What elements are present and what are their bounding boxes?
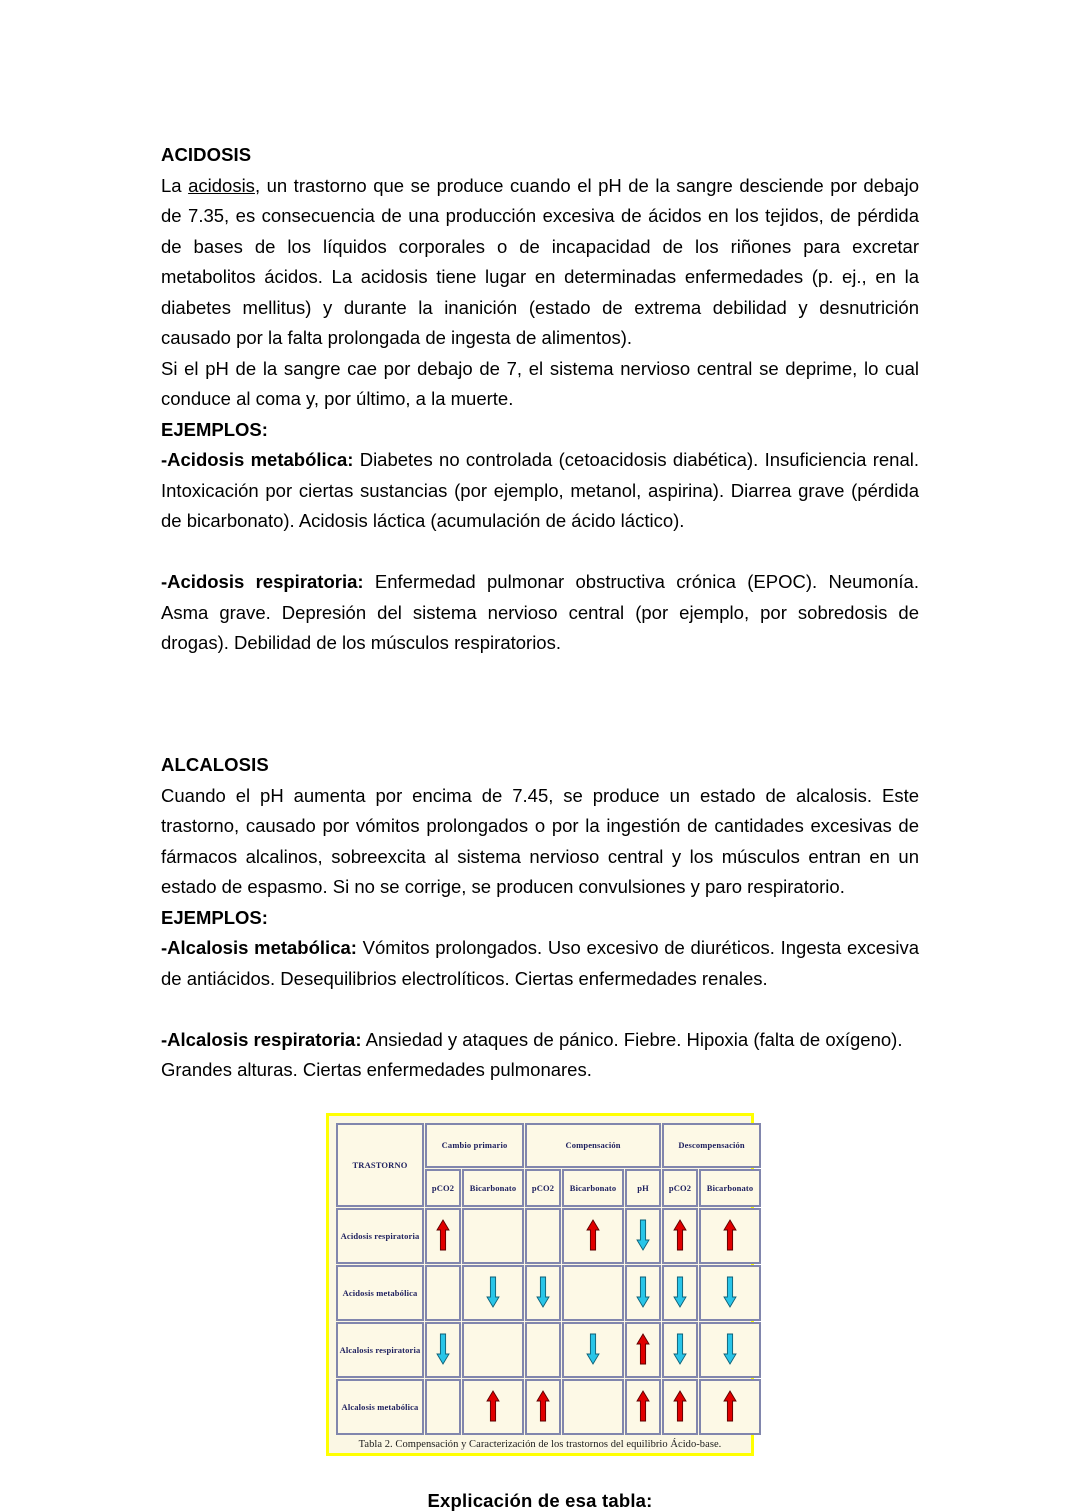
cell-r2-c0 [425,1322,461,1378]
heading-acidosis: ACIDOSIS [161,144,252,165]
row-label-1: Acidosis metabólica [336,1265,424,1321]
cell-r3-c2 [525,1379,561,1435]
text-alcalosis-respiratoria: Ansiedad y ataques de pánico. Fiebre. Hipoxia (falta de oxígeno). Grandes alturas. Ciertas enfermedades pulmonares. [161,1028,903,1080]
table-data-rows [336,1208,761,1435]
cell-r2-c3 [562,1322,624,1378]
header-group-compensacion: Compensación [525,1123,661,1168]
table-row [336,1322,761,1378]
label-alcalosis-examples: EJEMPLOS: [161,906,268,928]
spacer [161,537,919,568]
arrow-up-icon [723,1390,737,1422]
row-label-3: Alcalosis metabólica [336,1379,424,1435]
document-body [161,140,919,1512]
arrow-up-icon [636,1333,650,1365]
cell-r3-c1 [462,1379,524,1435]
arrow-down-icon [636,1276,650,1308]
heading-alcalosis: ALCALOSIS [161,754,269,775]
table-row [336,1265,761,1321]
header-group-cambio-primario: Cambio primario [425,1123,524,1168]
cell-r3-c5 [662,1379,698,1435]
cell-r1-c0 [425,1265,461,1321]
cell-r3-c6 [699,1379,761,1435]
label-acidosis-examples: EJEMPLOS: [161,418,268,440]
header-sub-bicarbonato-descomp: Bicarbonato [699,1169,761,1207]
cell-r3-c4 [625,1379,661,1435]
header-trastorno: TRASTORNO [336,1123,424,1207]
header-sub-pco2-comp: pCO2 [525,1169,561,1207]
arrow-down-icon [723,1276,737,1308]
cell-r2-c1 [462,1322,524,1378]
cell-r1-c5 [662,1265,698,1321]
header-sub-ph-comp: pH [625,1169,661,1207]
cell-r1-c3 [562,1265,624,1321]
arrow-up-icon [673,1219,687,1251]
paragraph-alcalosis-intro: Cuando el pH aumenta por encima de 7.45, se produce un estado de alcalosis. Este trastorno, causado por vómitos prolongados o por la ingestión de cantidades excesivas de fármacos alcalinos, sobreexcita al sistema nervioso central y los músculos entran en un estado de espasmo. Si no se corrige, se producen convulsiones y paro respiratorio. [161,784,919,897]
arrow-down-icon [673,1333,687,1365]
header-sub-bicarbonato-primario: Bicarbonato [462,1169,524,1207]
label-acidosis-respiratoria: -Acidosis respiratoria: [161,571,364,592]
cell-r0-c6 [699,1208,761,1264]
cell-r2-c5 [662,1322,698,1378]
acidosis-link-term: acidosis [188,174,255,196]
spacer [161,720,919,751]
arrow-up-icon [536,1390,550,1422]
arrow-up-icon [673,1390,687,1422]
header-sub-pco2-primario: pCO2 [425,1169,461,1207]
arrow-up-icon [723,1219,737,1251]
arrow-down-icon [673,1276,687,1308]
acid-base-table [335,1122,762,1436]
cell-r1-c2 [525,1265,561,1321]
cell-r0-c2 [525,1208,561,1264]
label-alcalosis-respiratoria: -Alcalosis respiratoria: [161,1028,362,1050]
arrow-up-icon [586,1219,600,1251]
text-acidosis-metabolica: Diabetes no controlada (cetoacidosis diabética). Insuficiencia renal. Intoxicación por ciertas sustancias (por ejemplo, metanol, aspirina). Diarrea grave (pérdida de bicarbonato). Acidosis láctica (acumulación de ácido láctico). [161,449,919,531]
text-alcalosis-metabolica: Vómitos prolongados. Uso excesivo de diuréticos. Ingesta excesiva de antiácidos. Desequilibrios electrolíticos. Ciertas enfermedades renales. [161,937,919,989]
acidosis-intro-pre: La [161,174,189,196]
header-sub-bicarbonato-comp: Bicarbonato [562,1169,624,1207]
cell-r2-c6 [699,1322,761,1378]
paragraph-alcalosis-respiratoria [161,1025,919,1086]
figure-yellow-frame [326,1113,754,1456]
table-row [336,1379,761,1435]
paragraph-alcalosis-metabolica [161,933,919,994]
paragraph-acidosis-respiratoria [161,567,919,659]
arrow-up-icon [636,1390,650,1422]
row-label-0: Acidosis respiratoria [336,1208,424,1264]
cell-r0-c5 [662,1208,698,1264]
label-acidosis-metabolica: -Acidosis metabólica: [161,449,354,470]
arrow-down-icon [486,1276,500,1308]
spacer [161,659,919,720]
cell-r2-c2 [525,1322,561,1378]
figure-caption: Tabla 2. Compensación y Caracterización de los trastornos del equilibrio Ácido-base. [358,1438,722,1450]
paragraph-acidosis-metabolica [161,445,919,537]
cell-r1-c1 [462,1265,524,1321]
label-alcalosis-metabolica: -Alcalosis metabólica: [161,937,357,958]
acidosis-intro-post: , un trastorno que se produce cuando el pH de la sangre desciende por debajo de 7.35, es consecuencia de una producción excesiva de ácidos en los tejidos, de pérdida de bases de los líquidos corporales o de incapacidad de los riñones para excretar metabolitos ácidos. La acidosis tiene lugar en determinadas enfermedades (p. ej., en la diabetes mellitus) y durante la inanición (estado de extrema debilidad y desnutrición causado por la falta prolongada de ingesta de alimentos). [161,174,919,348]
spacer [161,994,919,1025]
paragraph-acidosis-ph: Si el pH de la sangre cae por debajo de 7, el sistema nervioso central se deprime, lo cual conduce al coma y, por último, a la muerte. [161,357,919,409]
arrow-up-icon [436,1219,450,1251]
cell-r3-c3 [562,1379,624,1435]
arrow-down-icon [436,1333,450,1365]
header-sub-pco2-descomp: pCO2 [662,1169,698,1207]
cell-r0-c1 [462,1208,524,1264]
arrow-down-icon [536,1276,550,1308]
cell-r0-c4 [625,1208,661,1264]
figure-container [161,1113,919,1456]
arrow-up-icon [486,1390,500,1422]
text-acidosis-respiratoria: Enfermedad pulmonar obstructiva crónica (EPOC). Neumonía. Asma grave. Depresión del sistema nervioso central (por ejemplo, por sobredosis de drogas). Debilidad de los músculos respiratorios. [161,571,919,653]
cell-r1-c6 [699,1265,761,1321]
cell-r2-c4 [625,1322,661,1378]
paragraph-acidosis-intro [161,171,919,354]
table-row [336,1208,761,1264]
cell-r1-c4 [625,1265,661,1321]
arrow-down-icon [636,1219,650,1251]
cell-r3-c0 [425,1379,461,1435]
heading-explicacion: Explicación de esa tabla: [427,1489,653,1511]
row-label-2: Alcalosis respiratoria [336,1322,424,1378]
arrow-down-icon [586,1333,600,1365]
arrow-down-icon [723,1333,737,1365]
cell-r0-c0 [425,1208,461,1264]
table-header-row-groups [336,1123,761,1168]
header-group-descompensacion: Descompensación [662,1123,761,1168]
cell-r0-c3 [562,1208,624,1264]
